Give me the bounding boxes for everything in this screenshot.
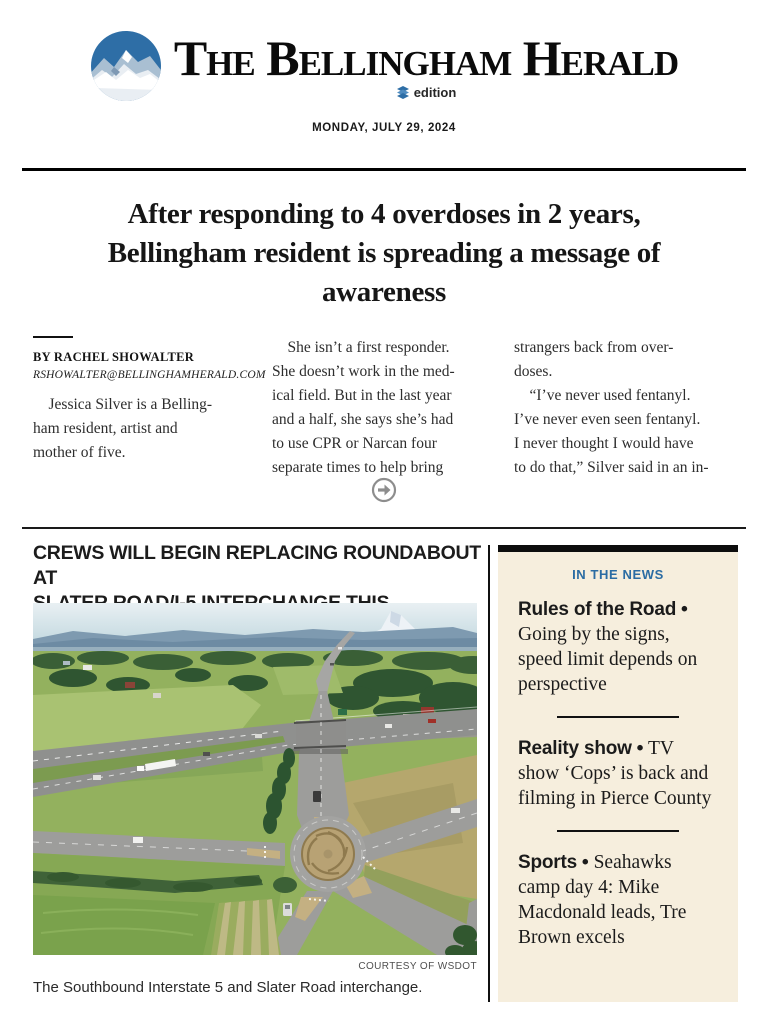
layers-icon bbox=[396, 85, 410, 99]
sidebar-top-bar bbox=[498, 545, 738, 552]
news-item-label: Rules of the Road bbox=[518, 599, 677, 620]
headline-line: CREWS WILL BEGIN REPLACING ROUNDABOUT AT bbox=[33, 542, 481, 589]
news-item-text: TV show ‘Cops’ is back and filming in Pierce County bbox=[518, 738, 712, 809]
text-line: “I’ve never used fentanyl. bbox=[514, 387, 691, 404]
text-line: to use CPR or Narcan four bbox=[272, 435, 437, 452]
mountain-logo-icon bbox=[90, 30, 162, 102]
news-item-text: Seahawks camp day 4: Mike Macdonald leads, Tre Brown excels bbox=[518, 852, 687, 948]
headline-line: Bellingham resident is spreading a message of bbox=[107, 237, 661, 269]
text-line: separate times to help bring bbox=[272, 459, 444, 476]
article-column-3 bbox=[514, 330, 744, 480]
text-line: She isn’t a first responder. bbox=[272, 339, 450, 356]
masthead-title: The Bellingham Herald bbox=[173, 29, 679, 86]
masthead-divider bbox=[22, 168, 746, 171]
article-text bbox=[514, 336, 744, 480]
photo-caption: The Southbound Interstate 5 and Slater Road interchange. bbox=[33, 979, 423, 996]
article-column-1 bbox=[33, 330, 266, 465]
news-item[interactable] bbox=[518, 736, 718, 811]
news-item-label: Reality show bbox=[518, 738, 632, 759]
news-item-bullet: • bbox=[636, 737, 644, 759]
article-column-2 bbox=[272, 330, 502, 480]
edition-badge bbox=[174, 85, 678, 100]
byline-rule bbox=[33, 336, 73, 338]
byline-email: RSHOWALTER@BELLINGHAMHERALD.COM bbox=[33, 369, 266, 381]
issue-date: MONDAY, JULY 29, 2024 bbox=[312, 122, 456, 134]
sidebar-body bbox=[498, 552, 738, 1002]
photo-credit: COURTESY OF WSDOT bbox=[358, 961, 477, 972]
text-line: and a half, she says she’s had bbox=[272, 411, 454, 428]
section-divider bbox=[22, 527, 746, 529]
news-item-bullet: • bbox=[581, 851, 589, 873]
masthead-text bbox=[173, 29, 679, 100]
arrow-right-circle-icon bbox=[371, 477, 397, 503]
text-line: I never thought I would have bbox=[514, 435, 694, 452]
news-item[interactable] bbox=[518, 597, 718, 697]
news-list bbox=[518, 597, 718, 950]
text-line: She doesn’t work in the med- bbox=[272, 363, 455, 380]
in-the-news-panel bbox=[498, 545, 738, 1002]
news-divider bbox=[557, 716, 679, 718]
interchange-photo[interactable] bbox=[33, 603, 477, 955]
news-item[interactable] bbox=[518, 850, 718, 950]
news-divider bbox=[557, 830, 679, 832]
headline-line: After responding to 4 overdoses in 2 years, bbox=[127, 198, 641, 230]
text-line: mother of five. bbox=[33, 444, 126, 461]
news-item-text: Going by the signs, speed limit depends on perspective bbox=[518, 624, 698, 695]
news-item-wrap bbox=[518, 716, 718, 811]
text-line: strangers back from over- bbox=[514, 339, 674, 356]
news-item-bullet: • bbox=[680, 598, 688, 620]
masthead-row[interactable] bbox=[0, 30, 768, 102]
text-line: ham resident, artist and bbox=[33, 420, 178, 437]
headline-line: awareness bbox=[321, 276, 447, 308]
text-line: to do that,” Silver said in an in- bbox=[514, 459, 709, 476]
news-item-wrap bbox=[518, 830, 718, 950]
byline: BY RACHEL SHOWALTER bbox=[33, 350, 195, 364]
article-text bbox=[33, 393, 263, 465]
lead-headline[interactable] bbox=[30, 195, 738, 312]
news-item-wrap bbox=[518, 597, 718, 697]
news-item-label: Sports bbox=[518, 852, 577, 873]
in-the-news-header: IN THE NEWS bbox=[572, 567, 664, 582]
text-line: doses. bbox=[514, 363, 553, 380]
text-line: ical field. But in the last year bbox=[272, 387, 452, 404]
text-line: I’ve never even seen fentanyl. bbox=[514, 411, 701, 428]
continue-reading-button[interactable] bbox=[371, 477, 397, 503]
vertical-divider bbox=[488, 545, 490, 1002]
edition-label: edition bbox=[413, 84, 457, 100]
aerial-photo-graphic bbox=[33, 603, 477, 955]
article-text bbox=[272, 336, 502, 480]
text-line: Jessica Silver is a Belling- bbox=[33, 396, 213, 413]
masthead bbox=[0, 30, 768, 134]
